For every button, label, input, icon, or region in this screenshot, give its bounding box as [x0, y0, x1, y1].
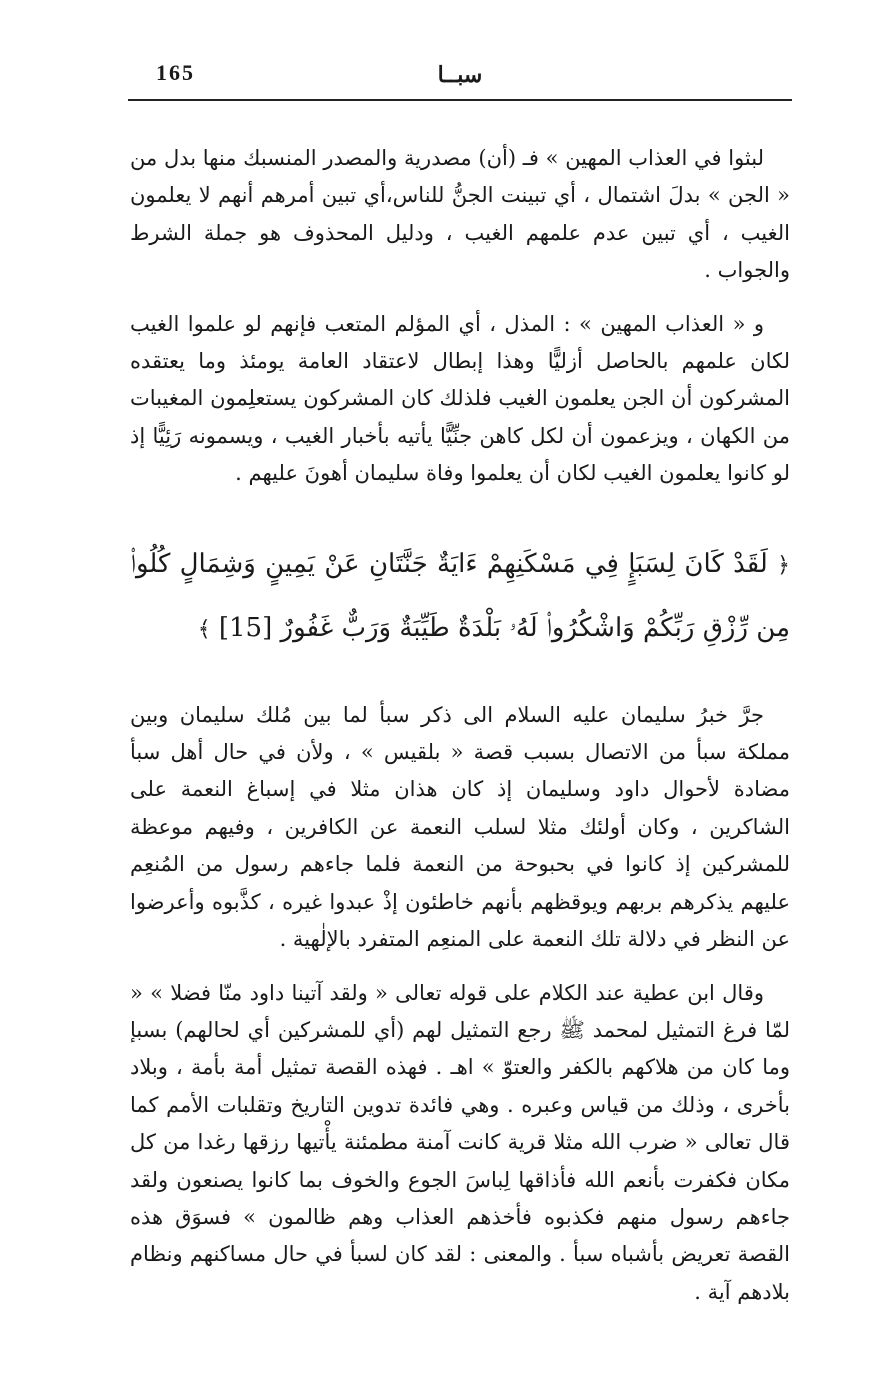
paragraph-1: لبثوا في العذاب المهين » فـ (أن) مصدرية والمصدر المنسبك منها بدل من « الجن » بدلَ اشتمال ، أي تبينت الجنُّ للناس،أي تبين أمرهم أنهم لا يعلمون الغيب ، أي تبين عدم علمهم الغيب ، ودليل المحذوف هو جملة الشرط والجواب . [130, 146, 790, 283]
paragraph-3: جرَّ خبرُ سليمان عليه السلام الى ذكر سبأ لما بين مُلك سليمان وبين مملكة سبأ من الاتصال بسبب قصة « بلقيس » ، ولأن في حال أهل سبأ مضادة لأحوال داود وسليمان إذ كان هذان مثلا في إسباغ النعمة على الشاكرين ، وكان أولئك مثلا لسلب النعمة عن الكافرين ، وفيهم موعظة للمشركين إذ كانوا في بحبوحة من النعمة فلما جاءهم رسول من المُنعِم عليهم يذكرهم بربهم ويوقظهم بأنهم خاطئون إذْ عبدوا غيره ، كذَّبوه وأعرضوا عن النظر في دلالة تلك النعمة على المنعِم المتفرد بالإلٰهية . [130, 702, 790, 952]
paragraph-2: و « العذاب المهين » : المذل ، أي المؤلم المتعب فإنهم لو علموا الغيب لكان علمهم بالحاصل أزليًّا وهذا إبطال لاعتقاد العامة يومئذ وما يعتقده المشركون أن الجن يعلمون الغيب فلذلك كان المشركون يستعلِمون المغيبات من الكهان ، ويزعمون أن لكل كاهن جنِّيًّا يأتيه بأخبار الغيب ، ويسمونه رَئِيًّا إذ لو كانوا يعلمون الغيب لكان أن يعلموا وفاة سليمان أهونَ عليهم . [130, 311, 790, 486]
paragraph-4: وقال ابن عطية عند الكلام على قوله تعالى « ولقد آتينا داود منّا فضلا » « لمّا فرغ التمثيل لمحمد ﷺ رجع التمثيل لهم (أي للمشركين أي لحالهم) بسبإ وما كان من هلاكهم بالكفر والعتوّ » اهـ . فهذه القصة تمثيل أمة بأمة ، وبلاد بأخرى ، وذلك من قياس وعبره . وهي فائدة تدوين التاريخ وتقلبات الأمم كما قال تعالى « ضرب الله مثلا قرية كانت آمنة مطمئنة يأْتيها رزقها رغدا من كل مكان فكفرت بأنعم الله فأذاقها لِباسَ الجوع والخوف بما كانوا يصنعون ولقد جاءهم رسول منهم فكذبوه فأخذهم العذاب وهم ظالمون » فسوَق هذه القصة تعريض بأشباه سبأ . والمعنى : لقد كان لسبأ في حال مساكنهم ونظام بلادهم آية . [130, 980, 790, 1304]
body-text [130, 140, 790, 1311]
running-title: سبــا [437, 62, 483, 88]
verse-text: لَقَدْ كَانَ لِسَبَإٍ فِي مَسْكَنِهِمْ ءَايَةٌ جَنَّتَانِ عَنْ يَمِينٍ وَشِمَالٍ كُلُوا۟ مِن رِّزْقِ رَبِّكُمْ وَاشْكُرُوا۟ لَهُۥ بَلْدَةٌ طَيِّبَةٌ وَرَبٌّ غَفُورٌ [130, 548, 790, 643]
verse-close-mark: ﴾ [197, 616, 211, 642]
verse-number: [15] [218, 612, 273, 643]
verse-open-mark: ﴿ [777, 552, 791, 578]
header-rule [128, 99, 792, 101]
page-header [128, 56, 792, 100]
quran-verse [130, 533, 790, 661]
page-number: 165 [156, 60, 195, 85]
